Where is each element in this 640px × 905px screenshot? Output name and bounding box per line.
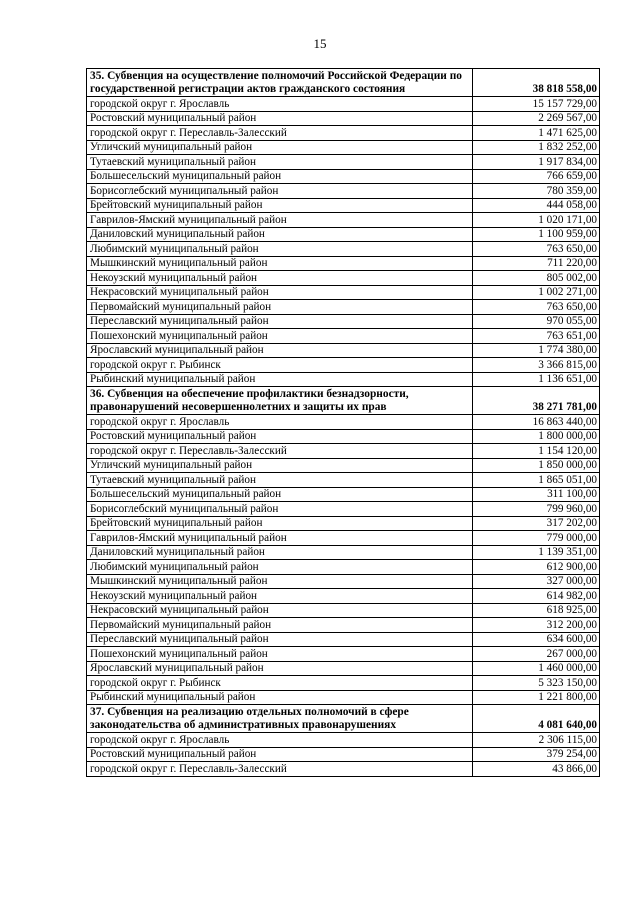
table-row (87, 169, 600, 184)
table-row (87, 415, 600, 430)
table-row (87, 444, 600, 459)
table-row (87, 271, 600, 286)
municipality-name: Тутаевский муниципальный район (87, 473, 473, 488)
table-body (87, 69, 600, 777)
municipality-name: Первомайский муниципальный район (87, 300, 473, 315)
table-row (87, 198, 600, 213)
table-row (87, 603, 600, 618)
municipality-name: городской округ г. Переславль-Залесский (87, 126, 473, 141)
municipality-name: Некрасовский муниципальный район (87, 285, 473, 300)
section-title: 37. Субвенция на реализацию отдельных полномочий в сфере законодательства об административных правонарушениях (87, 705, 473, 733)
municipality-name: Гаврилов-Ямский муниципальный район (87, 213, 473, 228)
municipality-name: Брейтовский муниципальный район (87, 198, 473, 213)
amount-value: 1 100 959,00 (473, 227, 600, 242)
amount-value: 267 000,00 (473, 647, 600, 662)
table-row (87, 329, 600, 344)
table-row (87, 285, 600, 300)
municipality-name: Тутаевский муниципальный район (87, 155, 473, 170)
municipality-name: Любимский муниципальный район (87, 560, 473, 575)
amount-value: 15 157 729,00 (473, 97, 600, 112)
municipality-name: Ярославский муниципальный район (87, 661, 473, 676)
amount-value: 1 471 625,00 (473, 126, 600, 141)
table-row (87, 502, 600, 517)
table-row (87, 126, 600, 141)
table-row (87, 242, 600, 257)
municipality-name: городской округ г. Ярославль (87, 733, 473, 748)
amount-value: 763 650,00 (473, 242, 600, 257)
municipality-name: городской округ г. Ярославль (87, 415, 473, 430)
table-row (87, 574, 600, 589)
table-row (87, 690, 600, 705)
table-row (87, 458, 600, 473)
table-row (87, 155, 600, 170)
table-row (87, 618, 600, 633)
municipality-name: Гаврилов-Ямский муниципальный район (87, 531, 473, 546)
amount-value: 711 220,00 (473, 256, 600, 271)
amount-value: 1 850 000,00 (473, 458, 600, 473)
municipality-name: Борисоглебский муниципальный район (87, 184, 473, 199)
municipality-name: городской округ г. Переславль-Залесский (87, 762, 473, 777)
amount-value: 618 925,00 (473, 603, 600, 618)
municipality-name: Мышкинский муниципальный район (87, 256, 473, 271)
amount-value: 1 865 051,00 (473, 473, 600, 488)
amount-value: 1 221 800,00 (473, 690, 600, 705)
table-row (87, 733, 600, 748)
section-total: 38 818 558,00 (473, 69, 600, 97)
municipality-name: Борисоглебский муниципальный район (87, 502, 473, 517)
municipality-name: Брейтовский муниципальный район (87, 516, 473, 531)
table-row (87, 531, 600, 546)
table-row (87, 343, 600, 358)
table-row (87, 140, 600, 155)
table-row (87, 661, 600, 676)
amount-value: 970 055,00 (473, 314, 600, 329)
table-row (87, 747, 600, 762)
municipality-name: Пошехонский муниципальный район (87, 647, 473, 662)
amount-value: 1 002 271,00 (473, 285, 600, 300)
amount-value: 614 982,00 (473, 589, 600, 604)
table-row (87, 676, 600, 691)
municipality-name: Большесельский муниципальный район (87, 169, 473, 184)
section-header-row (87, 387, 600, 415)
table-row (87, 545, 600, 560)
amount-value: 612 900,00 (473, 560, 600, 575)
table-row (87, 256, 600, 271)
table-row (87, 487, 600, 502)
amount-value: 805 002,00 (473, 271, 600, 286)
table-row (87, 184, 600, 199)
municipality-name: Ярославский муниципальный район (87, 343, 473, 358)
municipality-name: Даниловский муниципальный район (87, 227, 473, 242)
table-row (87, 516, 600, 531)
section-title: 36. Субвенция на обеспечение профилактики безнадзорности, правонарушений несовершеннолетних и защиты их прав (87, 387, 473, 415)
amount-value: 763 651,00 (473, 329, 600, 344)
amount-value: 799 960,00 (473, 502, 600, 517)
municipality-name: городской округ г. Переславль-Залесский (87, 444, 473, 459)
municipality-name: Даниловский муниципальный район (87, 545, 473, 560)
section-total: 38 271 781,00 (473, 387, 600, 415)
amount-value: 2 269 567,00 (473, 111, 600, 126)
amount-value: 1 460 000,00 (473, 661, 600, 676)
amount-value: 1 832 252,00 (473, 140, 600, 155)
amount-value: 312 200,00 (473, 618, 600, 633)
table-row (87, 314, 600, 329)
municipality-name: Любимский муниципальный район (87, 242, 473, 257)
table-row (87, 300, 600, 315)
amount-value: 1 154 120,00 (473, 444, 600, 459)
municipality-name: городской округ г. Рыбинск (87, 358, 473, 373)
municipality-name: Некоузский муниципальный район (87, 271, 473, 286)
page-number: 15 (313, 36, 327, 51)
municipality-name: Рыбинский муниципальный район (87, 372, 473, 387)
table-row (87, 762, 600, 777)
amount-value: 1 020 171,00 (473, 213, 600, 228)
municipality-name: городской округ г. Ярославль (87, 97, 473, 112)
section-header-row (87, 69, 600, 97)
amount-value: 3 366 815,00 (473, 358, 600, 373)
amount-value: 779 000,00 (473, 531, 600, 546)
amount-value: 311 100,00 (473, 487, 600, 502)
section-title: 35. Субвенция на осуществление полномочий Российской Федерации по государственной регистрации актов гражданского состояния (87, 69, 473, 97)
municipality-name: Ростовский муниципальный район (87, 429, 473, 444)
amount-value: 763 650,00 (473, 300, 600, 315)
table-row (87, 358, 600, 373)
amount-value: 634 600,00 (473, 632, 600, 647)
municipality-name: Некоузский муниципальный район (87, 589, 473, 604)
table-row (87, 473, 600, 488)
amount-value: 1 800 000,00 (473, 429, 600, 444)
table-row (87, 560, 600, 575)
municipality-name: Переславский муниципальный район (87, 314, 473, 329)
amount-value: 1 136 651,00 (473, 372, 600, 387)
municipality-name: Ростовский муниципальный район (87, 747, 473, 762)
amount-value: 444 058,00 (473, 198, 600, 213)
municipality-name: Переславский муниципальный район (87, 632, 473, 647)
municipality-name: Мышкинский муниципальный район (87, 574, 473, 589)
amount-value: 16 863 440,00 (473, 415, 600, 430)
table-row (87, 372, 600, 387)
amount-value: 2 306 115,00 (473, 733, 600, 748)
amount-value: 1 139 351,00 (473, 545, 600, 560)
amount-value: 43 866,00 (473, 762, 600, 777)
municipality-name: городской округ г. Рыбинск (87, 676, 473, 691)
amount-value: 1 917 834,00 (473, 155, 600, 170)
municipality-name: Рыбинский муниципальный район (87, 690, 473, 705)
municipality-name: Некрасовский муниципальный район (87, 603, 473, 618)
municipality-name: Угличский муниципальный район (87, 458, 473, 473)
amount-value: 1 774 380,00 (473, 343, 600, 358)
table-row (87, 111, 600, 126)
table-row (87, 632, 600, 647)
municipality-name: Ростовский муниципальный район (87, 111, 473, 126)
section-header-row (87, 705, 600, 733)
table-row (87, 647, 600, 662)
municipality-name: Угличский муниципальный район (87, 140, 473, 155)
amount-value: 379 254,00 (473, 747, 600, 762)
table-row (87, 213, 600, 228)
amount-value: 766 659,00 (473, 169, 600, 184)
municipality-name: Большесельский муниципальный район (87, 487, 473, 502)
municipality-name: Первомайский муниципальный район (87, 618, 473, 633)
subvention-table (86, 68, 600, 777)
table-row (87, 589, 600, 604)
amount-value: 327 000,00 (473, 574, 600, 589)
amount-value: 5 323 150,00 (473, 676, 600, 691)
amount-value: 780 359,00 (473, 184, 600, 199)
table-row (87, 429, 600, 444)
municipality-name: Пошехонский муниципальный район (87, 329, 473, 344)
section-total: 4 081 640,00 (473, 705, 600, 733)
table-row (87, 97, 600, 112)
table-row (87, 227, 600, 242)
amount-value: 317 202,00 (473, 516, 600, 531)
